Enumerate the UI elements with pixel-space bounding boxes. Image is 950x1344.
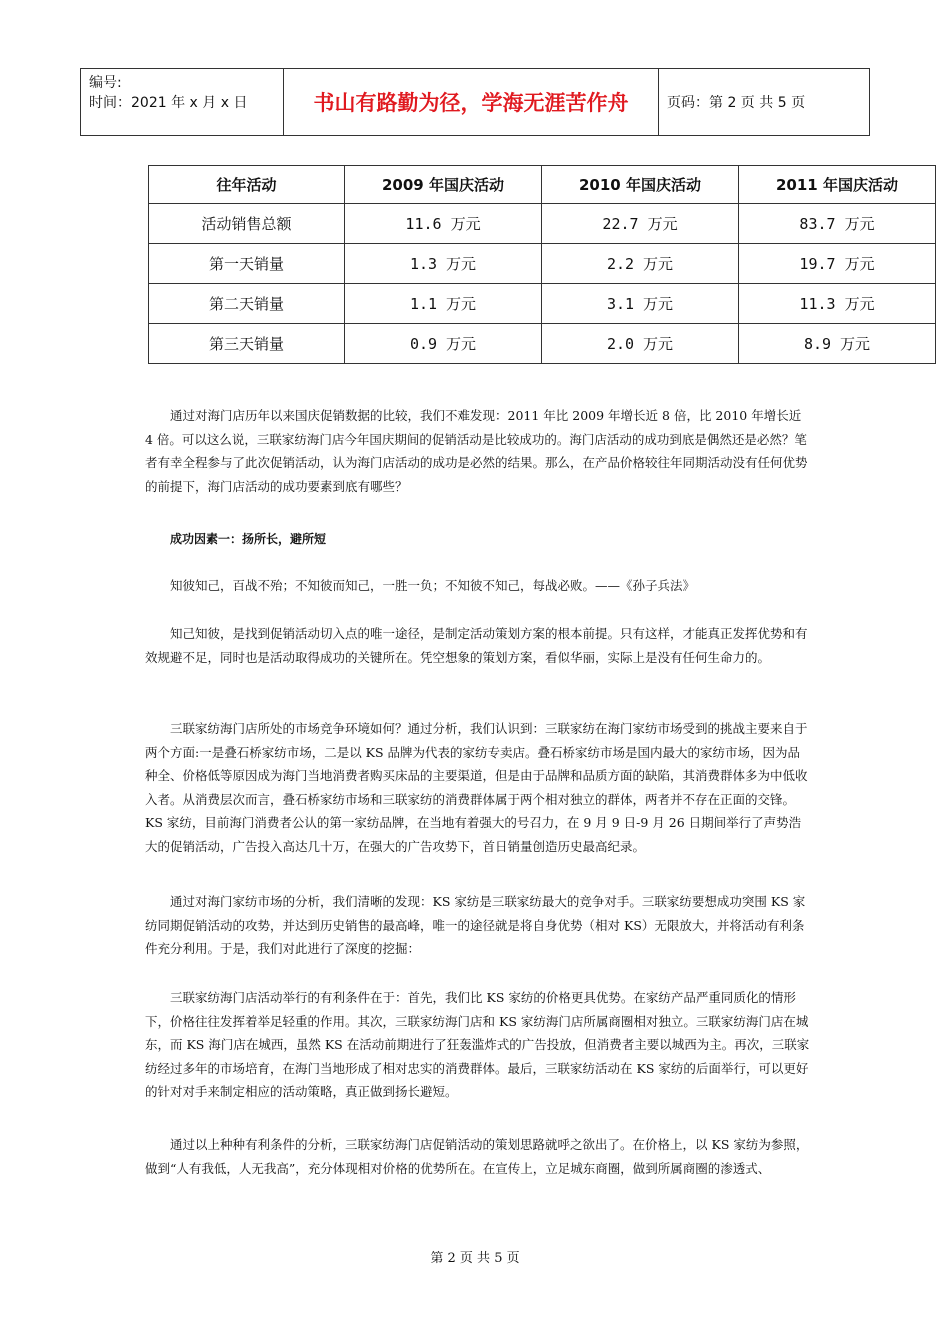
table-cell: 2.0 万元 [542, 324, 739, 364]
table-cell: 0.9 万元 [345, 324, 542, 364]
sales-comparison-table [148, 165, 936, 364]
time-label: 时间：2021 年 x 月 x 日 [89, 95, 248, 111]
row-label: 第二天销量 [149, 284, 345, 324]
paragraph-know-yourself: 知己知彼，是找到促销活动切入点的唯一途径，是制定活动策划方案的根本前提。只有这样，才能真正发挥优势和有效规避不足，同时也是活动取得成功的关键所在。凭空想象的策划方案，看似华丽，实际上是没有任何生命力的。 [145, 626, 808, 665]
motto: 书山有路勤为径，学海无涯苦作舟 [284, 69, 659, 135]
table-cell: 2.2 万元 [542, 244, 739, 284]
table-cell: 19.7 万元 [739, 244, 936, 284]
quote-paragraph: 知彼知己，百战不殆；不知彼而知己，一胜一负；不知彼不知己，每战必败。——《孙子兵法》 [170, 578, 696, 593]
table-cell: 1.3 万元 [345, 244, 542, 284]
page-footer: 第 2 页 共 5 页 [430, 1251, 520, 1266]
table-cell: 83.7 万元 [739, 204, 936, 244]
row-label: 活动销售总额 [149, 204, 345, 244]
table-cell: 22.7 万元 [542, 204, 739, 244]
section-heading: 成功因素一：扬所长，避所短 [170, 532, 327, 546]
paragraph-competitor: 通过对海门家纺市场的分析，我们清晰的发现：KS 家纺是三联家纺最大的竞争对手。三联家纺要想成功突围 KS 家纺同期促销活动的攻势，并达到历史销售的最高峰，唯一的途径就是将自身优势（相对 KS）无限放大，并将活动有利条件充分利用。于是，我们对此进行了深度的挖掘： [145, 894, 806, 956]
table-header-cell: 2011 年国庆活动 [739, 166, 936, 204]
table-cell: 1.1 万元 [345, 284, 542, 324]
row-label: 第一天销量 [149, 244, 345, 284]
intro-paragraph: 通过对海门店历年以来国庆促销数据的比较，我们不难发现：2011 年比 2009 年增长近 8 倍，比 2010 年增长近 4 倍。可以这么说，三联家纺海门店今年国庆期间的促销活动是比较成功的。海门店活动的成功到底是偶然还是必然？笔者有幸全程参与了此次促销活动，认为海门店活动的成功是必然的结果。那么，在产品价格较往年同期活动没有任何优势的前提下，海门店活动的成功要素到底有哪些？ [145, 408, 808, 494]
table-row [149, 204, 936, 244]
row-label: 第三天销量 [149, 324, 345, 364]
table-row [149, 244, 936, 284]
table-header-cell: 往年活动 [149, 166, 345, 204]
table-cell: 11.3 万元 [739, 284, 936, 324]
table-header-row [149, 166, 936, 204]
paragraph-strategy: 通过以上种种有利条件的分析，三联家纺海门店促销活动的策划思路就呼之欲出了。在价格上，以 KS 家纺为参照，做到“人有我低，人无我高”，充分体现相对价格的优势所在。在宣传上，立足城东商圈，做到所属商圈的渗透式、 [145, 1137, 809, 1176]
paragraph-advantages: 三联家纺海门店活动举行的有利条件在于：首先，我们比 KS 家纺的价格更具优势。在家纺产品严重同质化的情形下，价格往往发挥着举足轻重的作用。其次，三联家纺海门店和 KS 家纺海门店所属商圈相对独立。三联家纺海门店在城东，而 KS 海门店在城西，虽然 KS 在活动前期进行了狂轰滥炸式的广告投放，但消费者主要以城西为主。再次，三联家纺经过多年的市场培育，在海门当地形成了相对忠实的消费群体。最后，三联家纺活动在 KS 家纺的后面举行，可以更好的针对对手来制定相应的活动策略，真正做到扬长避短。 [145, 990, 810, 1099]
table-header-cell: 2010 年国庆活动 [542, 166, 739, 204]
table-cell: 11.6 万元 [345, 204, 542, 244]
table-row [149, 284, 936, 324]
table-cell: 3.1 万元 [542, 284, 739, 324]
page-label: 页码：第 2 页 共 5 页 [667, 95, 806, 111]
serial-label: 编号: [89, 75, 122, 91]
paragraph-market-analysis: 三联家纺海门店所处的市场竞争环境如何？通过分析，我们认识到：三联家纺在海门家纺市场受到的挑战主要来自于两个方面:一是叠石桥家纺市场，二是以 KS 品牌为代表的家纺专卖店。叠石桥家纺市场是国内最大的家纺市场，因为品种全、价格低等原因成为海门当地消费者购买床品的主要渠道，但是由于品牌和品质方面的缺陷，其消费群体多为中低收入者。从消费层次而言，叠石桥家纺市场和三联家纺的消费群体属于两个相对独立的群体，两者并不存在正面的交锋。KS 家纺，目前海门消费者公认的第一家纺品牌，在当地有着强大的号召力，在 9 月 9 日-9 月 26 日期间举行了声势浩大的促销活动，广告投入高达几十万，在强大的广告攻势下，首日销量创造历史最高纪录。 [145, 721, 808, 854]
table-cell: 8.9 万元 [739, 324, 936, 364]
header-box [80, 68, 870, 136]
table-row [149, 324, 936, 364]
table-header-cell: 2009 年国庆活动 [345, 166, 542, 204]
header-meta [81, 69, 284, 135]
